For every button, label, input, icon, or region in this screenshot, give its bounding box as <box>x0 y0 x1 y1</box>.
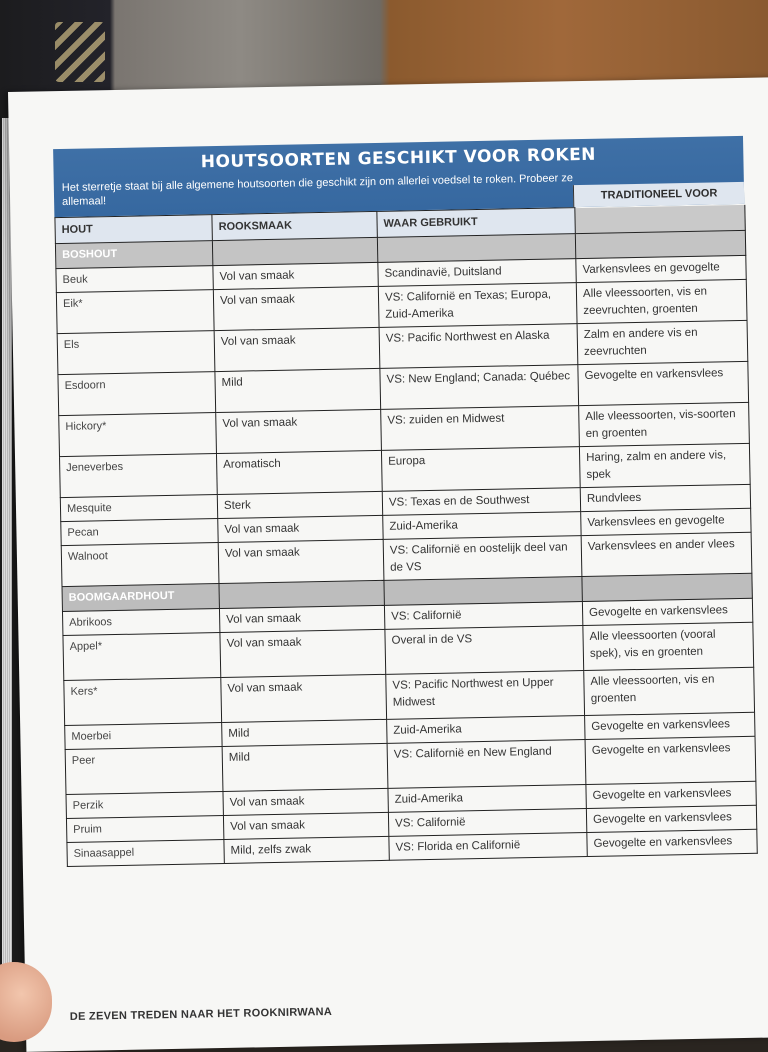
cell-taste: Vol van smaak <box>218 539 384 583</box>
cell-where: VS: zuiden en Midwest <box>381 406 580 451</box>
cell-wood: Peer <box>65 747 223 795</box>
section-label: BOSHOUT <box>55 241 212 269</box>
cell-wood: Beuk <box>56 266 213 293</box>
light-reflection <box>55 22 105 82</box>
cell-taste: Vol van smaak <box>223 788 388 815</box>
cell-taste: Vol van smaak <box>213 262 378 289</box>
cell-for: Gevogelte en varkensvlees <box>585 712 755 739</box>
cell-for: Alle vleessoorten, vis-soorten en groenten <box>579 402 750 446</box>
column-header-hout: HOUT <box>55 215 212 244</box>
cell-taste: Mild <box>215 368 381 412</box>
cell-where: VS: Florida en Californië <box>389 833 587 861</box>
cell-wood: Kers* <box>64 678 222 726</box>
section-label: BOOMGAARDHOUT <box>62 584 219 612</box>
cell-wood: Mesquite <box>60 495 217 522</box>
table-body <box>55 230 757 866</box>
cell-wood: Abrikoos <box>62 609 219 636</box>
cell-taste: Vol van smaak <box>214 327 380 371</box>
column-header-traditioneel: TRADITIONEEL VOOR <box>573 182 744 207</box>
cell-taste: Aromatisch <box>216 450 382 494</box>
cell-taste: Vol van smaak <box>213 286 379 330</box>
cell-for: Gevogelte en varkensvlees <box>585 736 756 784</box>
book-page <box>8 77 768 1052</box>
cell-where: Overal in de VS <box>385 626 584 675</box>
cell-for: Gevogelte en varkensvlees <box>586 781 756 808</box>
cell-wood: Jeneverbes <box>60 454 218 498</box>
wood-table-sheet <box>53 136 757 867</box>
cell-taste: Vol van smaak <box>223 812 388 839</box>
cell-wood: Walnoot <box>61 543 219 587</box>
cell-wood: Pruim <box>66 815 223 842</box>
cell-where: Zuid-Amerika <box>387 716 585 744</box>
column-header-waar: WAAR GEBRUIKT <box>377 208 575 238</box>
cell-where: VS: Pacific Northwest en Alaska <box>379 324 578 369</box>
cell-for: Zalm en andere vis en zeevruchten <box>577 320 748 364</box>
cell-for: Gevogelte en varkensvlees <box>587 829 757 856</box>
cell-where: VS: Californië en New England <box>387 740 586 789</box>
cell-for: Varkensvlees en ander vlees <box>581 532 752 576</box>
cell-taste: Mild <box>222 719 387 746</box>
page-footer: DE ZEVEN TREDEN NAAR HET ROOKNIRWANA <box>69 1005 333 1023</box>
cell-taste: Mild <box>222 743 388 791</box>
cell-wood: Els <box>57 331 215 375</box>
cell-for: Alle vleessoorten, vis en zeevruchten, groenten <box>576 279 747 323</box>
table-banner <box>53 136 744 217</box>
cell-wood: Eik* <box>56 290 214 334</box>
cell-taste: Mild, zelfs zwak <box>224 836 389 863</box>
wood-table <box>54 204 757 867</box>
cell-where: VS: New England; Canada: Québec <box>380 365 579 410</box>
cell-where: VS: Californië <box>384 602 582 630</box>
cell-where: Zuid-Amerika <box>388 785 586 813</box>
cell-wood: Moerbei <box>65 723 222 750</box>
cell-where: VS: Californië en Texas; Europa, Zuid-Amerika <box>378 283 577 328</box>
cell-for: Rundvlees <box>580 484 750 511</box>
cell-wood: Hickory* <box>59 413 217 457</box>
cell-for: Varkensvlees en gevogelte <box>576 255 746 282</box>
cell-for: Alle vleessoorten (vooral spek), vis en groenten <box>583 622 754 670</box>
cell-for: Varkensvlees en gevogelte <box>581 508 751 535</box>
cell-taste: Vol van smaak <box>221 674 387 722</box>
cell-where: Europa <box>381 447 580 492</box>
cell-for: Gevogelte en varkensvlees <box>578 361 749 405</box>
table-description: Het sterretje staat bij alle algemene houtsoorten die geschikt zijn om allerlei voedsel te roken. Probeer ze allemaal! <box>61 172 574 208</box>
cell-taste: Vol van smaak <box>220 629 386 677</box>
cell-where: VS: Californië en oostelijk deel van de VS <box>383 536 582 581</box>
cell-where: VS: Californië <box>388 809 586 837</box>
cell-where: VS: Texas en de Southwest <box>382 488 580 516</box>
cell-where: Scandinavië, Duitsland <box>378 259 576 287</box>
cell-where: Zuid-Amerika <box>383 512 581 540</box>
cell-for: Gevogelte en varkensvlees <box>586 805 756 832</box>
cell-taste: Vol van smaak <box>216 409 382 453</box>
cell-wood: Esdoorn <box>58 372 216 416</box>
cell-taste: Vol van smaak <box>218 515 383 542</box>
cell-for: Alle vleessoorten, vis en groenten <box>584 667 755 715</box>
cell-taste: Vol van smaak <box>219 605 384 632</box>
cell-wood: Sinaasappel <box>67 839 224 866</box>
column-header-rooksmaak: ROOKSMAAK <box>212 211 377 240</box>
table-title: HOUTSOORTEN GESCHIKT VOOR ROKEN <box>200 144 597 173</box>
cell-for: Gevogelte en varkensvlees <box>582 598 752 625</box>
header-spacer <box>575 204 745 233</box>
cell-wood: Perzik <box>66 792 223 819</box>
cell-wood: Appel* <box>63 633 221 681</box>
cell-wood: Pecan <box>61 519 218 546</box>
cell-for: Haring, zalm en andere vis, spek <box>579 443 750 487</box>
cell-taste: Sterk <box>217 491 382 518</box>
cell-where: VS: Pacific Northwest en Upper Midwest <box>386 671 585 720</box>
